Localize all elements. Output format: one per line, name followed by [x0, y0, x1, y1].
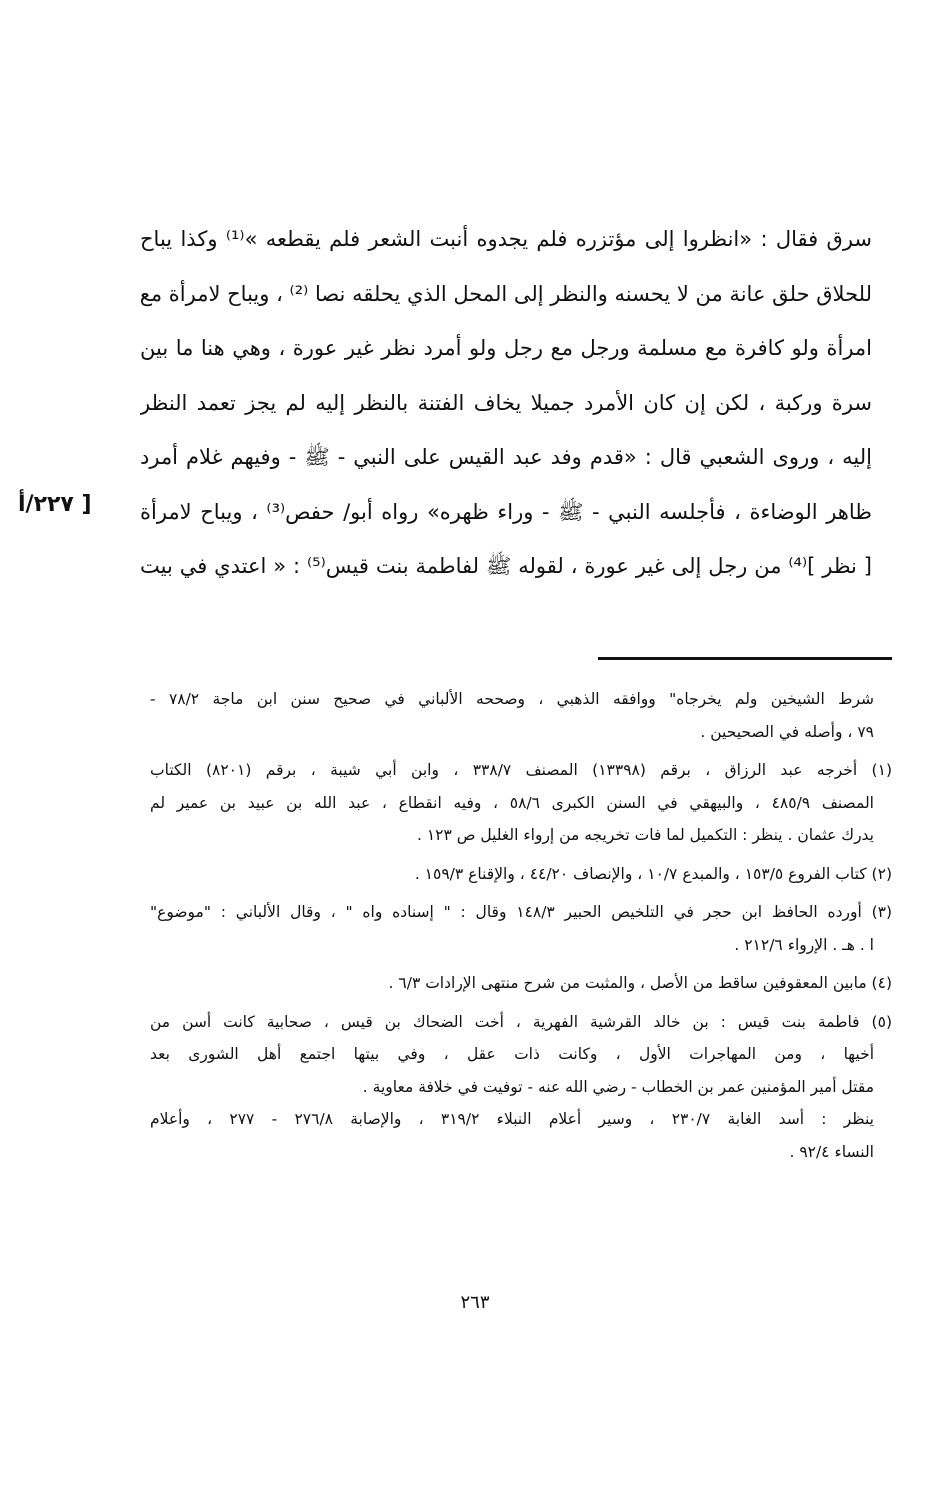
footnote-line: ٧٩ ، وأصله في الصحيحين . [700, 722, 874, 741]
footnote-line: المصنف ٤٨٥/٩ ، والبيهقي في السنن الكبرى ٥٨/٦ ، وفيه انقطاع ، عبد الله بن عبيد بن عمير لم [150, 793, 874, 812]
main-text-line: امرأة ولو كافرة مع مسلمة ورجل مع رجل ولو أمرد نظر غير عورة ، وهي هنا ما بين [140, 336, 872, 360]
page-number: ٢٦٣ [460, 1292, 490, 1313]
manuscript-folio-marker: [ ٢٢٧/أ [18, 492, 92, 517]
footnote-line: شرط الشيخين ولم يخرجاه" ووافقه الذهبي ، وصححه الألباني في صحيح سنن ابن ماجة ٧٨/٢ - [150, 690, 874, 708]
footnote-1 [150, 754, 892, 852]
main-text-line: ظاهر الوضاءة ، فأجلسه النبي - ﷺ - وراء ظهره» رواه أبو/ حفص⁽³⁾ ، ويباح لامرأة [140, 499, 872, 524]
footnote-5 [150, 1006, 892, 1169]
footnote-2 [150, 858, 892, 891]
footnote-line: ا . هـ . الإرواء ٢١٢/٦ . [734, 935, 874, 954]
footnote-line: النساء ٩٢/٤ . [789, 1142, 874, 1161]
footnote-line: مقتل أمير المؤمنين عمر بن الخطاب - رضي الله عنه - توفيت في خلافة معاوية . [362, 1077, 874, 1096]
footnote-line: (٢) كتاب الفروع ١٥٣/٥ ، والمبدع ١٠/٧ ، والإنصاف ٤٤/٢٠ ، والإقناع ١٥٩/٣ . [414, 864, 892, 883]
main-text-line: سرة وركبة ، لكن إن كان الأمرد جميلا يخاف الفتنة بالنظر إليه لم يجز تعمد النظر [140, 390, 872, 415]
main-text-line: سرق فقال : «انظروا إلى مؤتزره فلم يجدوه أنبت الشعر فلم يقطعه »⁽¹⁾ وكذا يباح [140, 227, 872, 251]
footnote-line: (١) أخرجه عبد الرزاق ، برقم (١٣٣٩٨) المصنف ٣٣٨/٧ ، وابن أبي شيبة ، برقم (٨٢٠١) الكتاب [150, 761, 892, 779]
footnote-continuation [150, 683, 892, 748]
footnote-line: (٣) أورده الحافظ ابن حجر في التلخيص الحبير ١٤٨/٣ وقال : " إسناده واه " ، وقال الألباني : "موضوع" [150, 903, 892, 921]
footnote-line: (٥) فاطمة بنت قيس : بن خالد القرشية الفهرية ، أخت الضحاك بن قيس ، صحابية كانت أسن من [150, 1012, 892, 1031]
footnote-separator [598, 657, 892, 660]
main-text-line: إليه ، وروى الشعبي قال : «قدم وفد عبد القيس على النبي - ﷺ - وفيهم غلام أمرد [140, 445, 872, 469]
footnote-line: ينظر : أسد الغابة ٢٣٠/٧ ، وسير أعلام النبلاء ٣١٩/٢ ، والإصابة ٢٧٦/٨ - ٢٧٧ ، وأعلام [150, 1110, 874, 1128]
footnote-line: يدرك عثمان . ينظر : التكميل لما فات تخريجه من إرواء الغليل ص ١٢٣ . [416, 826, 874, 844]
main-text-block [140, 212, 872, 594]
main-text-line: للحلاق حلق عانة من لا يحسنه والنظر إلى المحل الذي يحلقه نصا ⁽²⁾ ، ويباح لامرأة مع [140, 281, 872, 306]
footnote-4 [150, 967, 892, 1000]
footnote-line: أخيها ، ومن المهاجرات الأول ، وكانت ذات عقل ، وفي بيتها اجتمع أهل الشورى بعد [150, 1045, 874, 1063]
footnote-3 [150, 896, 892, 961]
footnote-line: (٤) مابين المعقوفين ساقط من الأصل ، والمثبت من شرح منتهى الإرادات ٦/٣ . [388, 974, 892, 992]
main-text-line: [ نظر ]⁽⁴⁾ من رجل إلى غير عورة ، لقوله ﷺ لفاطمة بنت قيس⁽⁵⁾ : « اعتدي في بيت [140, 554, 872, 578]
footnotes-block [150, 683, 892, 1168]
